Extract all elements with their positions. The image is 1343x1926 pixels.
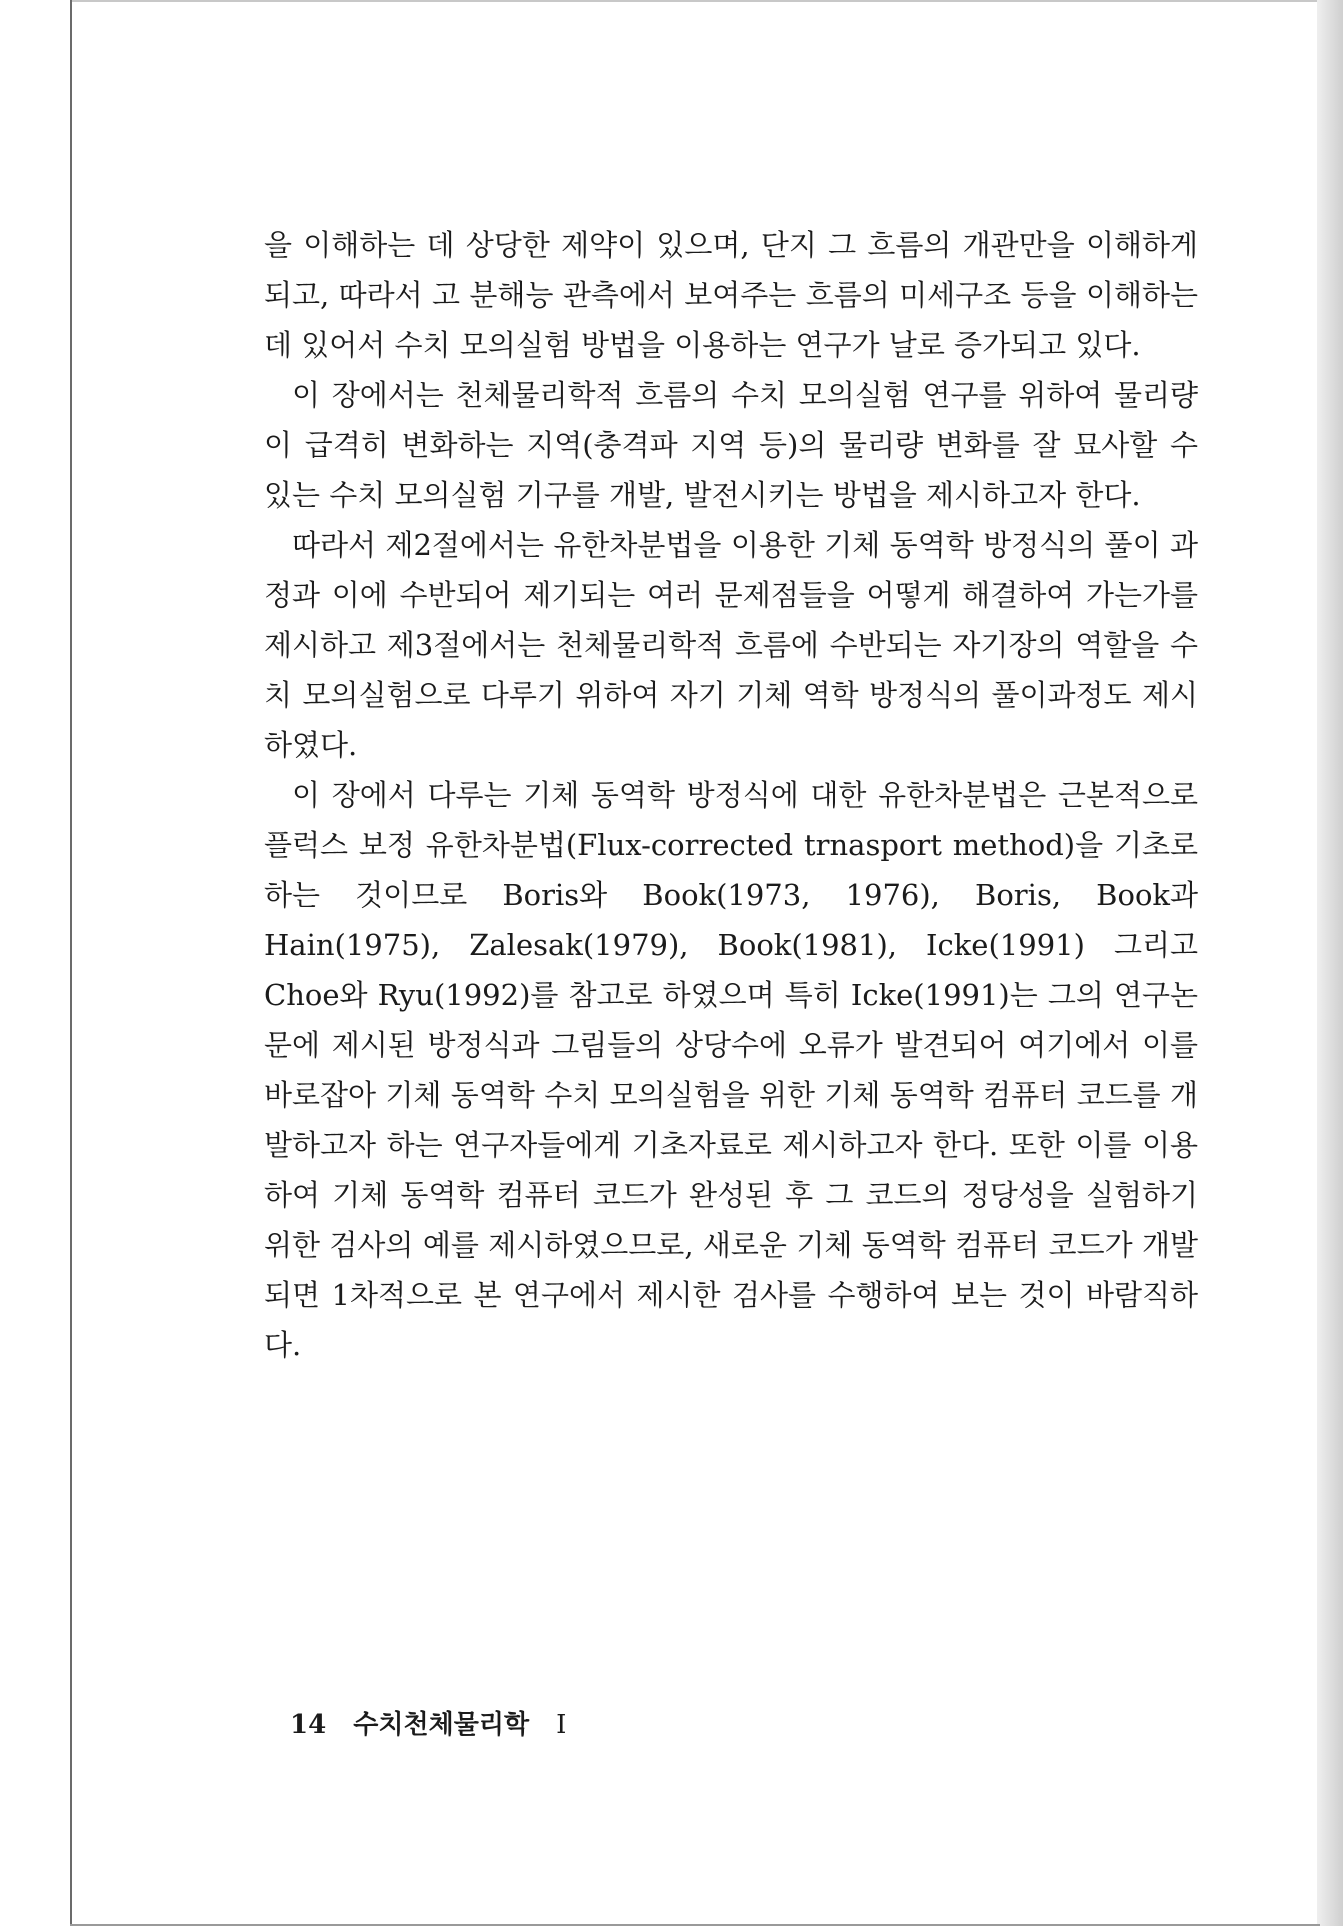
paragraph-3: 따라서 제2절에서는 유한차분법을 이용한 기체 동역학 방정식의 풀이 과정과 이에 수반되어 제기되는 여러 문제점들을 어떻게 해결하여 가는가를 제시하고 제3절에서는 천체물리학적 흐름에 수반되는 자기장의 역할을 수치 모의실험으로 다루기 위하여 자기 기체 역학 방정식의 풀이과정도 제시하였다.: [264, 528, 1198, 762]
paragraph-4: 이 장에서 다루는 기체 동역학 방정식에 대한 유한차분법은 근본적으로 플럭스 보정 유한차분법(Flux-corrected trnasport method)을 기초로 하는 것이므로 Boris와 Book(1973, 1976), Boris, Book과 Hain(1975), Zalesak(1979), Book(1981), Icke(1991) 그리고 Choe와 Ryu(1992)를 참고로 하였으며 특히 Icke(1991)는 그의 연구논문에 제시된 방정식과 그림들의 상당수에 오류가 발견되어 여기에서 이를 바로잡아 기체 동역학 수치 모의실험을 위한 기체 동역학 컴퓨터 코드를 개발하고자 하는 연구자들에게 기초자료로 제시하고자 한다. 또한 이를 이용하여 기체 동역학 컴퓨터 코드가 완성된 후 그 코드의 정당성을 실험하기 위한 검사의 예를 제시하였으므로, 새로운 기체 동역학 컴퓨터 코드가 개발되면 1차적으로 본 연구에서 제시한 검사를 수행하여 보는 것이 바람직하다.: [264, 778, 1198, 1362]
book-title: 수치천체물리학: [353, 1710, 530, 1740]
page-left-edge: [70, 0, 72, 1926]
page-footer: [290, 1704, 566, 1741]
paragraph-1: 을 이해하는 데 상당한 제약이 있으며, 단지 그 흐름의 개관만을 이해하게 되고, 따라서 고 분해능 관측에서 보여주는 흐름의 미세구조 등을 이해하는 데 있어서 수치 모의실험 방법을 이용하는 연구가 날로 증가되고 있다.: [264, 228, 1198, 362]
page-body-text: [264, 220, 1198, 1370]
page-right-shadow: [1317, 0, 1343, 1926]
page-number: 14: [290, 1710, 327, 1740]
volume-number: I: [556, 1710, 567, 1740]
paragraph-2: 이 장에서는 천체물리학적 흐름의 수치 모의실험 연구를 위하여 물리량이 급격히 변화하는 지역(충격파 지역 등)의 물리량 변화를 잘 묘사할 수 있는 수치 모의실험 기구를 개발, 발전시키는 방법을 제시하고자 한다.: [264, 378, 1198, 512]
page-top-edge: [70, 0, 1340, 2]
